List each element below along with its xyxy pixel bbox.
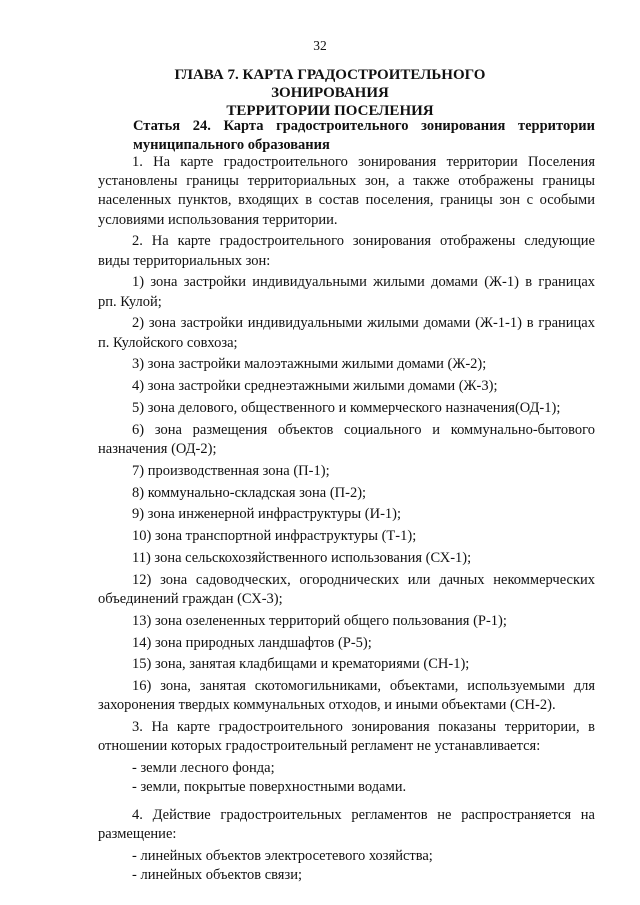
chapter-title [120,66,540,120]
zone-list-item [98,527,595,546]
zone-list-item [98,655,595,674]
zone-list-text: зона размещения объектов социального и коммунально-бытового назначения (ОД-2); [98,421,596,457]
excluded-land-item: - земли, покрытые поверхностными водами. [132,779,407,796]
paragraph-3-list [98,759,595,797]
zone-list-text: зона застройки индивидуальными жилыми домами (Ж-1) в границах рп. Кулой; [98,274,596,310]
paragraph-4: 4. Действие градостроительных регламентов не распространяется на размещение: [98,806,595,842]
zone-list-number: 3) [132,356,145,373]
chapter-title-line2: ТЕРРИТОРИИ ПОСЕЛЕНИЯ [226,103,434,119]
zone-list-number: 2) [132,315,145,332]
zone-list-text: зона, занятая кладбищами и крематориями (СН-1); [154,656,470,673]
zone-list-item [98,634,595,653]
zone-list-text: зона природных ландшафтов (Р-5); [154,634,372,651]
chapter-title-line1: ГЛАВА 7. КАРТА ГРАДОСТРОИТЕЛЬНОГО ЗОНИРОВАНИЯ [174,67,486,101]
excluded-land-item: - земли лесного фонда; [132,760,275,777]
zone-list-item [98,314,595,352]
zone-list-item [98,462,595,481]
zone-list-text: зона инженерной инфраструктуры (И-1); [147,506,402,523]
zone-list-item [98,273,595,311]
zone-list-item [98,355,595,374]
zone-list-text: зона застройки среднеэтажными жилыми домами (Ж-3); [147,378,498,395]
zone-list-number: 4) [132,378,145,395]
zone-list-text: зона, занятая скотомогильниками, объектами, используемыми для захоронения твердых коммунальных отходов, и иными объектами (СН-2). [98,678,596,714]
zone-list-number: 8) [132,484,145,501]
zone-list-number: 11) [132,549,151,566]
page-number: 32 [313,38,327,53]
zone-list-number: 9) [132,506,145,523]
paragraph-4-list [98,847,595,885]
zone-list-item [98,549,595,568]
zone-list-item [98,677,595,715]
zone-list-text: зона застройки индивидуальными жилыми домами (Ж-1-1) в границах п. Кулойского совхоза; [98,315,595,351]
zone-list-number: 16) [132,678,152,695]
zone-list-text: зона сельскохозяйственного использования (СХ-1); [154,549,472,566]
zone-list-item [98,421,595,459]
zone-list-number: 5) [132,400,145,416]
zones-list [98,273,595,715]
zone-list-number: 1) [132,274,145,291]
zone-list-number: 14) [132,634,152,651]
zone-list-text: зона садоводческих, огороднических или дачных некоммерческих объединений граждан (СХ-3); [98,571,595,607]
zone-list-number: 7) [132,462,145,479]
zone-list-item [98,377,595,396]
zone-list-text: зона делового, общественного и коммерческого назначения(ОД-1); [147,400,561,416]
zone-list-number: 12) [132,571,152,588]
zone-list-text: зона озелененных территорий общего пользования (Р-1); [154,612,507,629]
zone-list-number: 10) [132,528,152,545]
zone-list-text: производственная зона (П-1); [147,462,330,479]
zone-list-item [98,484,595,503]
zone-list-text: зона транспортной инфраструктуры (Т-1); [154,528,417,545]
zone-list-item [98,612,595,631]
zone-list-number: 15) [132,656,152,673]
linear-object-item: - линейных объектов электросетевого хозяйства; [132,847,433,864]
paragraph-2: 2. На карте градостроительного зонирования отображены следующие виды территориальных зон: [98,233,595,269]
document-body [98,153,595,885]
paragraph-1: 1. На карте градостроительного зонирования территории Поселения установлены границы территориальных зон, а также отображены границы населенных пунктов, входящих в состав поселения, границы зон с особыми условиями использования территории. [98,154,595,228]
zone-list-text: коммунально-складская зона (П-2); [147,484,367,501]
zone-list-item [98,399,595,418]
zone-list-item [98,571,595,609]
zone-list-text: зона застройки малоэтажными жилыми домами (Ж-2); [147,356,487,373]
zone-list-number: 6) [132,421,145,438]
article-title: Статья 24. Карта градостроительного зонирования территории муниципального образования [133,118,595,153]
linear-object-item: - линейных объектов связи; [132,866,302,883]
paragraph-3: 3. На карте градостроительного зонирования показаны территории, в отношении которых градостроительный регламент не устанавливается: [98,719,595,755]
zone-list-item [98,505,595,524]
zone-list-number: 13) [132,612,152,629]
